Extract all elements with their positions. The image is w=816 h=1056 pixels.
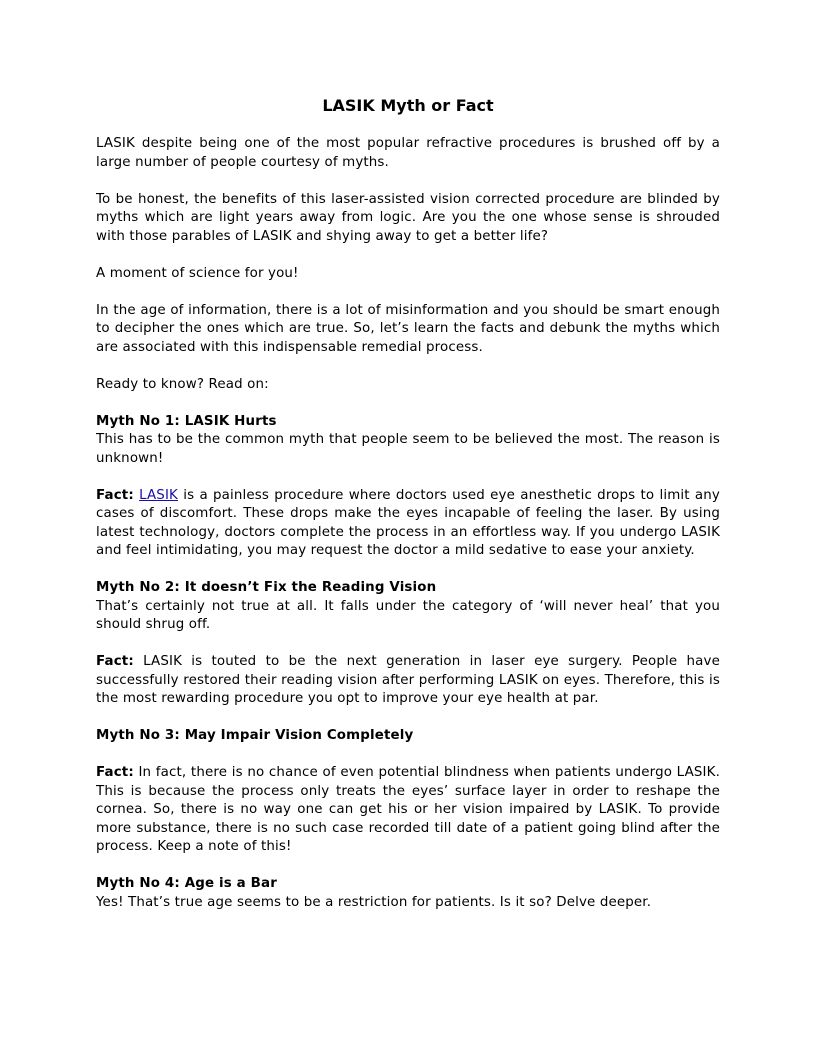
myth-2-body: That’s certainly not true at all. It falls under the category of ‘will never heal’ that you should shrug off. bbox=[96, 598, 720, 632]
fact-label: Fact: bbox=[96, 654, 134, 669]
page-title: LASIK Myth or Fact bbox=[322, 96, 494, 115]
myth-4-body: Yes! That’s true age seems to be a restriction for patients. Is it so? Delve deeper. bbox=[96, 894, 652, 910]
intro-paragraph-4: In the age of information, there is a lot of misinformation and you should be smart enough to decipher the ones which are true. So, let’s learn the facts and debunk the myths which are associated with this indispensable remedial process. bbox=[96, 302, 720, 355]
intro-paragraph-1: LASIK despite being one of the most popular refractive procedures is brushed off by a large number of people courtesy of myths. bbox=[96, 136, 720, 170]
myth-1-fact bbox=[96, 487, 720, 561]
myth-3-heading: Myth No 3: May Impair Vision Completely bbox=[96, 728, 414, 743]
intro-paragraph-2: To be honest, the benefits of this laser-assisted vision corrected procedure are blinded by myths which are light years away from logic. Are you the one whose sense is shrouded with those parables of LASIK and shying away to get a better life? bbox=[96, 191, 720, 244]
myth-3-fact-text: In fact, there is no chance of even potential blindness when patients undergo LASIK. This is because the process only treats the eyes’ surface layer in order to reshape the cornea. So, there is no way one can get his or her vision impaired by LASIK. To provide more substance, there is no such case recorded till date of a patient going blind after the process. Keep a note of this! bbox=[96, 765, 720, 854]
myth-1-body: This has to be the common myth that people seem to be believed the most. The reason is unknown! bbox=[96, 432, 720, 466]
fact-label: Fact: bbox=[96, 487, 134, 503]
fact-label: Fact: bbox=[96, 765, 134, 780]
myth-2-fact bbox=[96, 653, 720, 709]
myth-3-fact bbox=[96, 764, 720, 857]
intro-paragraph-5: Ready to know? Read on: bbox=[96, 376, 269, 392]
lasik-link[interactable]: LASIK bbox=[139, 487, 178, 503]
intro-paragraph-3: A moment of science for you! bbox=[96, 265, 299, 281]
myth-4-heading: Myth No 4: Age is a Bar bbox=[96, 876, 277, 891]
myth-1-fact-text: is a painless procedure where doctors used eye anesthetic drops to limit any cases of discomfort. These drops make the eyes incapable of feeling the laser. By using latest technology, doctors complete the process in an effortless way. If you undergo LASIK and feel intimidating, you may request the doctor a mild sedative to ease your anxiety. bbox=[96, 487, 720, 558]
myth-2-fact-text: LASIK is touted to be the next generation in laser eye surgery. People have successfully restored their reading vision after performing LASIK on eyes. Therefore, this is the most rewarding procedure you opt to improve your eye health at par. bbox=[96, 654, 720, 706]
myth-2-heading: Myth No 2: It doesn’t Fix the Reading Vision bbox=[96, 580, 437, 595]
myth-1-heading: Myth No 1: LASIK Hurts bbox=[96, 413, 277, 429]
document-page bbox=[96, 95, 720, 931]
